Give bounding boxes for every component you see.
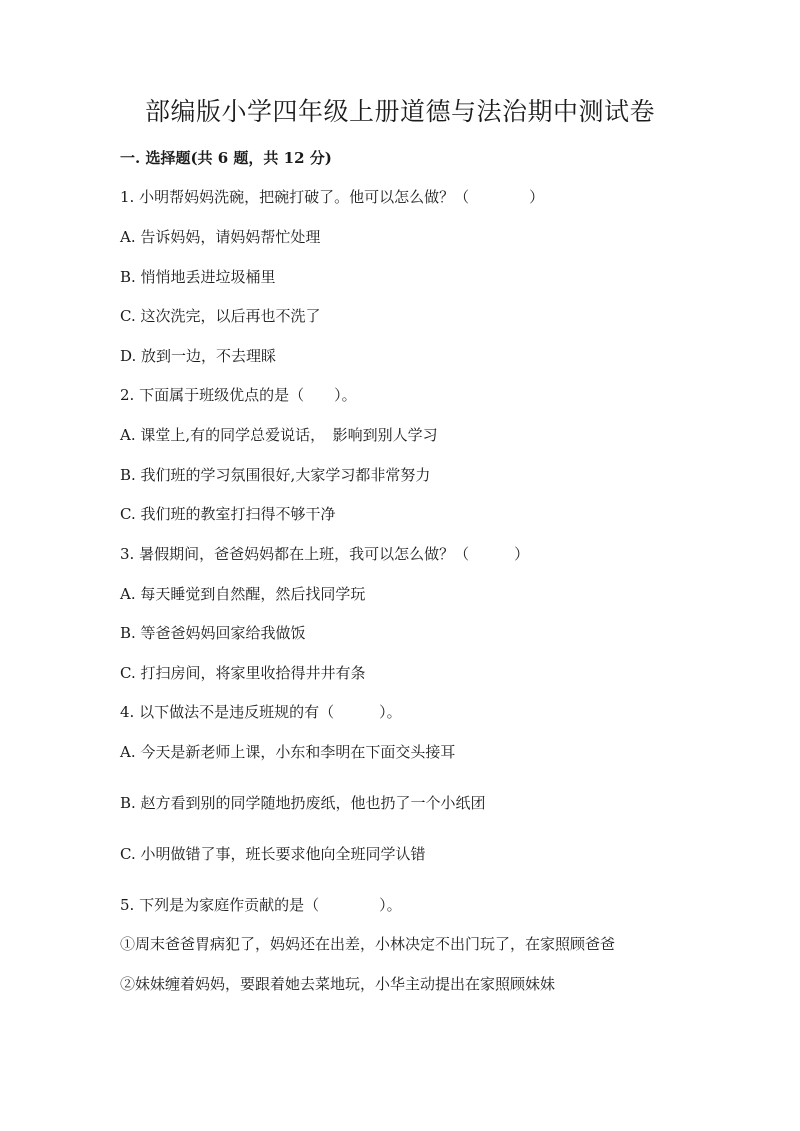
question-1-option-b: B. 悄悄地丢进垃圾桶里	[120, 268, 276, 286]
question-3-stem: 3. 暑假期间，爸爸妈妈都在上班，我可以怎么做？（ ）	[120, 545, 530, 563]
question-1-option-a: A. 告诉妈妈，请妈妈帮忙处理	[120, 228, 321, 246]
question-2-option-a: A. 课堂上,有的同学总爱说话， 影响到别人学习	[120, 426, 438, 444]
question-1-option-c: C. 这次洗完，以后再也不洗了	[120, 307, 321, 325]
question-3-option-c: C. 打扫房间，将家里收拾得井井有条	[120, 664, 366, 682]
question-4-option-a: A. 今天是新老师上课，小东和李明在下面交头接耳	[120, 743, 456, 761]
question-5-option-2: ②妹妹缠着妈妈，要跟着她去菜地玩，小华主动提出在家照顾妹妹	[120, 975, 556, 993]
question-2-stem: 2. 下面属于班级优点的是（ ）。	[120, 386, 357, 404]
question-3-option-a: A. 每天睡觉到自然醒，然后找同学玩	[120, 585, 366, 603]
question-2-option-b: B. 我们班的学习氛围很好,大家学习都非常努力	[120, 466, 431, 484]
question-4-option-c: C. 小明做错了事，班长要求他向全班同学认错	[120, 845, 426, 863]
question-1-option-d: D. 放到一边，不去理睬	[120, 347, 277, 365]
question-5-option-1: ①周末爸爸胃病犯了，妈妈还在出差，小林决定不出门玩了，在家照顾爸爸	[120, 935, 616, 953]
question-4-option-b: B. 赵方看到别的同学随地扔废纸，他也扔了一个小纸团	[120, 794, 486, 812]
question-3-option-b: B. 等爸爸妈妈回家给我做饭	[120, 624, 306, 642]
page-title: 部编版小学四年级上册道德与法治期中测试卷	[144, 97, 655, 126]
question-5-stem: 5. 下列是为家庭作贡献的是（ ）。	[120, 896, 402, 914]
section-heading: 一. 选择题(共 6 题，共 12 分)	[120, 149, 332, 167]
question-1-stem: 1. 小明帮妈妈洗碗，把碗打破了。他可以怎么做？（ ）	[120, 188, 545, 206]
question-2-option-c: C. 我们班的教室打扫得不够干净	[120, 505, 336, 523]
question-4-stem: 4. 以下做法不是违反班规的有（ ）。	[120, 703, 402, 721]
